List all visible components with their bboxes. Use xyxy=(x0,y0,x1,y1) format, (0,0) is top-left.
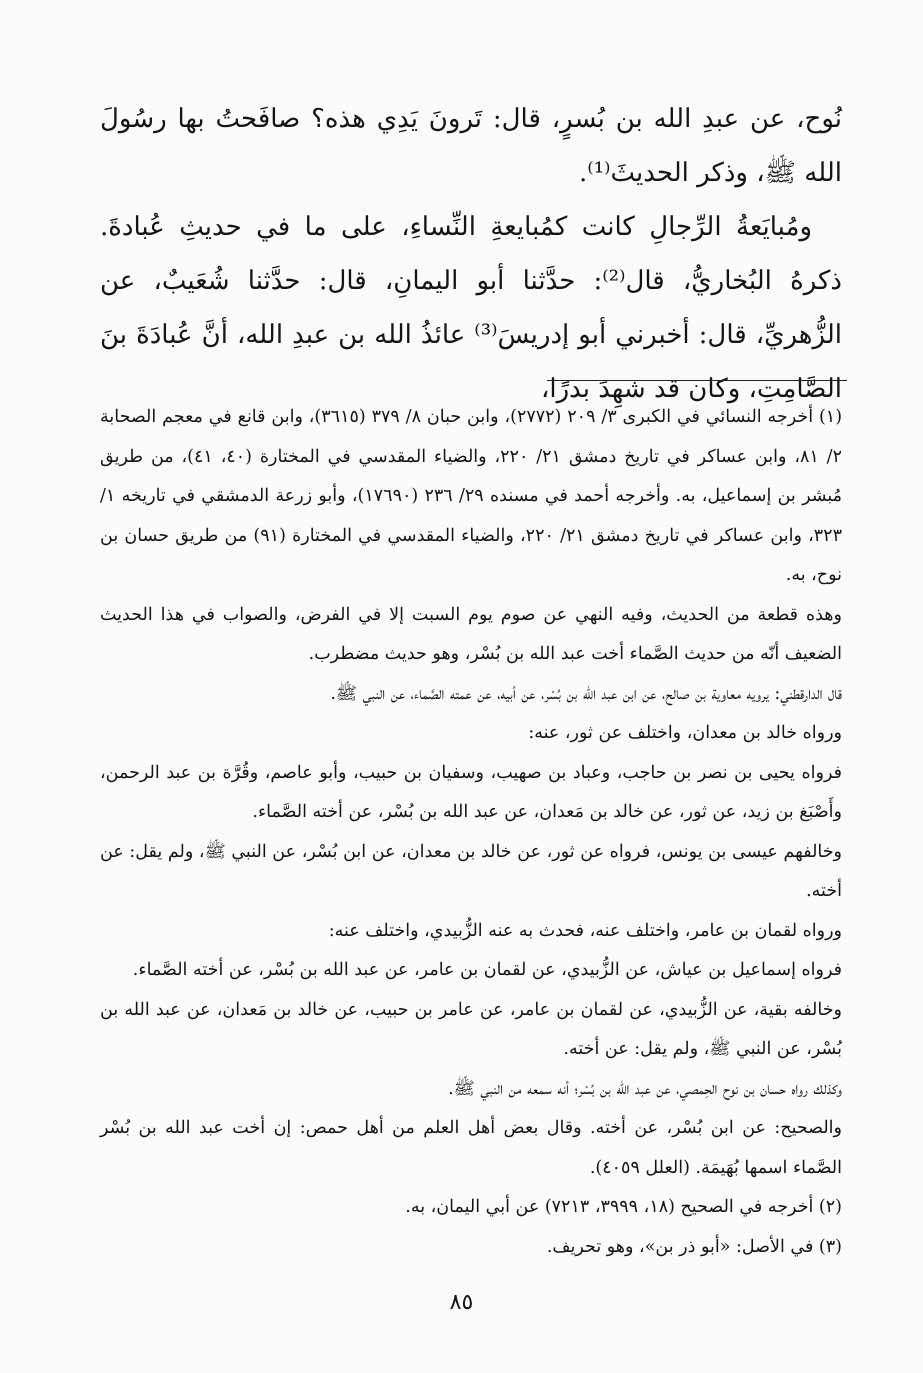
footnote-1: (١) أخرجه النسائي في الكبرى ٣/ ٢٠٩ (٢٧٧٢)، وابن حبان ٨/ ٣٧٩ (٣٦١٥)، وابن قانع في معجم الصحابة ٢/ ٨١، وابن عساكر في تاريخ دمشق ٢١/ ٢٢٠، والضياء المقدسي في المختارة (٤٠، ٤١)، من طريق مُبشر بن إسماعيل، به. وأخرجه أحمد في مسنده ٢٩/ ٢٣٦ (١٧٦٩٠)، وأبو زرعة الدمشقي في تاريخه ١/ ٣٢٣، وابن عساكر في تاريخ دمشق ٢١/ ٢٢٠، والضياء المقدسي في المختارة (٩١) من طريق حسان بن نوح، به. xyxy=(100,407,843,585)
footnote-2: (٢) أخرجه في الصحيح (١٨، ٣٩٩٩، ٧٢١٣) عن أبي اليمان، به. xyxy=(405,1197,842,1217)
footnotes xyxy=(100,398,842,1267)
footnote-1-line: فرواه يحيى بن نصر بن حاجب، وعباد بن صهيب، وسفيان بن حبيب، وأبو عاصم، وقُرَّة بن عبد الرحمن، وأَصْبَغ بن زيد، عن ثور، عن خالد بن مَعدان، عن عبد الله بن بُسْر، عن أخته الصَّماء. xyxy=(100,762,842,822)
footnote-separator xyxy=(547,380,847,381)
footnote-1-line: وخالفهم عيسى بن يونس، فرواه عن ثور، عن خالد بن معدان، عن ابن بُسْر، عن النبي ﷺ، ولم يقل: عن أخته. xyxy=(100,841,842,901)
footnote-1-conclusion: والصحيح: عن ابن بُسْر، عن أخته. وقال بعض أهل العلم من أهل حمص: إن أخت عبد الله بن بُسْر الصَّماء اسمها بُهَيمَة. (العلل ٤٠٥٩). xyxy=(100,1118,842,1178)
footnote-1-line: ورواه لقمان بن عامر، واختلف عنه، فحدث به عنه الزُّبيدي، واختلف عنه: xyxy=(328,920,842,941)
page-number: ٨٥ xyxy=(449,1290,474,1315)
footnote-1-commentary: وهذه قطعة من الحديث، وفيه النهي عن صوم يوم السبت إلا في الفرض، والصواب في هذا الحديث الضعيف أنّه من حديث الصَّماء أخت عبد الله بن بُسْر، وهو حديث مضطرب. xyxy=(100,604,842,664)
footnote-1-line: وخالفه بقية، عن الزُّبيدي، عن لقمان بن عامر، عن عامر بن حبيب، عن خالد بن مَعدان، عن عبد الله بن بُسْر، عن النبي ﷺ، ولم يقل: عن أخته. xyxy=(100,999,842,1059)
footnote-1-line: فرواه إسماعيل بن عياش، عن الزُّبيدي، عن لقمان بن عامر، عن عبد الله بن بُسْر، عن أخته الصَّماء. xyxy=(132,960,842,980)
footnote-1-line: وكذلك رواه حسان بن نوح الحِمصي، عن عبد الله بن بُسْر؛ أنه سمعه من النبي ﷺ. xyxy=(448,1078,842,1099)
main-text xyxy=(100,92,842,416)
footnote-3: (٣) في الأصل: «أبو ذر بن»، وهو تحريف. xyxy=(546,1236,842,1257)
main-paragraph-1: نُوح، عن عبدِ الله بن بُسرٍ، قال: تَرونَ يَدِي هذه؟ صافَحتُ بها رسُولَ الله ﷺ، وذكر الحديثَ⁽¹⁾. xyxy=(100,104,842,188)
main-paragraph-2: ومُبايَعةُ الرِّجالِ كانت كمُبايعةِ النِّساءِ، على ما في حديثِ عُبادةَ. ذكرهُ البُخاريُّ، قال⁽²⁾: حدَّثنا أبو اليمانِ، قال: حدَّثنا شُعَيبٌ، عن الزُّهريِّ، قال: أخبرني أبو إدريسَ⁽³⁾ عائذُ الله بن عبدِ الله، أنَّ عُبادَةَ بنَ الصَّامِتِ، وكان قد شهِدَ بدرًا، xyxy=(100,212,842,404)
footnote-1-daraqutni: قال الدارقطني: يرويه معاوية بن صالح، عن ابن عبد الله بن بُسْر، عن أبيه، عن عمته الصَّماء، عن النبي ﷺ. xyxy=(330,683,842,704)
footnote-1-line: ورواه خالد بن معدان، واختلف عن ثور، عنه: xyxy=(528,723,842,743)
